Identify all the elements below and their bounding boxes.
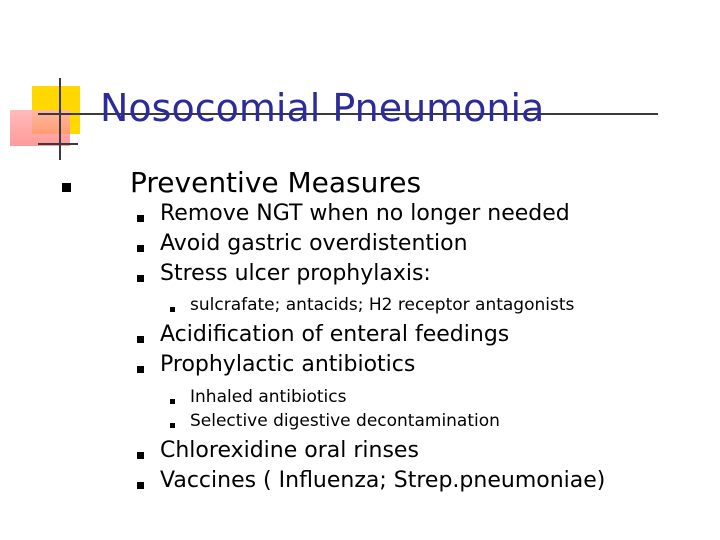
bullet-item-level-2: Remove NGT when no longer needed	[160, 201, 570, 226]
bullet-square-icon	[137, 366, 144, 373]
logo-horizontal-line	[38, 143, 78, 145]
bullet-square-icon	[62, 183, 71, 192]
bullet-square-icon	[137, 452, 144, 459]
bullet-item-level-2: Acidification of enteral feedings	[160, 322, 510, 347]
bullet-square-icon	[170, 307, 175, 312]
slide-title: Nosocomial Pneumonia	[100, 86, 545, 130]
bullet-item-level-3: Selective digestive decontamination	[190, 411, 500, 431]
bullet-item-level-2: Prophylactic antibiotics	[160, 352, 416, 377]
bullet-square-icon	[137, 482, 144, 489]
bullet-square-icon	[170, 399, 175, 404]
bullet-square-icon	[170, 423, 175, 428]
bullet-item-level-2: Chlorexidine oral rinses	[160, 438, 419, 463]
bullet-item-level-2: Avoid gastric overdistention	[160, 231, 468, 256]
bullet-square-icon	[137, 336, 144, 343]
bullet-square-icon	[137, 215, 144, 222]
bullet-square-icon	[137, 275, 144, 282]
bullet-item-level-1: Preventive Measures	[130, 166, 422, 199]
bullet-item-level-2: Stress ulcer prophylaxis:	[160, 261, 431, 286]
bullet-item-level-2: Vaccines ( Influenza; Strep.pneumoniae)	[160, 468, 606, 493]
logo-vertical-line	[59, 78, 61, 160]
logo-pink-square	[10, 110, 70, 146]
bullet-square-icon	[137, 245, 144, 252]
bullet-item-level-3: sulcrafate; antacids; H2 receptor antagonists	[190, 295, 575, 315]
bullet-item-level-3: Inhaled antibiotics	[190, 387, 347, 407]
